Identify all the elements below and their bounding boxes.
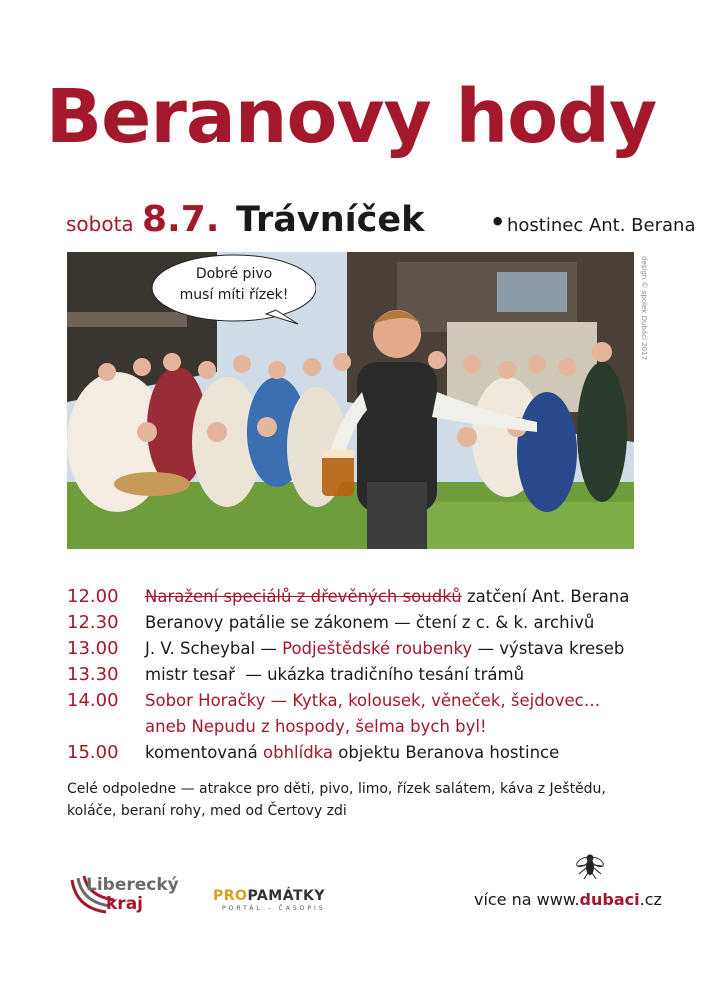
event-day: sobota xyxy=(66,212,134,236)
schedule-activity-part: Beranovy patálie se zákonem — čtení z c. & k. archivů xyxy=(145,613,595,632)
schedule-activity-part: Naražení speciálů z dřevěných soudků xyxy=(145,587,462,606)
schedule-activity-part: Sobor Horačky — Kytka, kolousek, věneček, šejdovec… xyxy=(145,691,601,710)
speech-line-2: musí míti řízek! xyxy=(179,287,289,303)
schedule-row xyxy=(67,662,647,688)
poster-title: Beranovy hody xyxy=(45,74,657,160)
propamatky-subtitle: PORTÁL – ČASOPIS xyxy=(222,905,326,912)
schedule-row xyxy=(67,740,647,766)
schedule-time: 15.00 xyxy=(67,742,119,763)
afternoon-program: Celé odpoledne — atrakce pro děti, pivo, limo, řízek salátem, káva z Ještědu, koláče, beraní rohy, med od Čertovy zdi xyxy=(67,781,606,819)
website-suffix: .cz xyxy=(639,890,662,909)
schedule-activity-part: aneb Nepudu z hospody, šelma bych byl! xyxy=(145,717,487,736)
schedule-row xyxy=(67,714,647,740)
liberecky-kraj-line2: kraj xyxy=(106,894,143,914)
speech-line-1: Dobré pivo xyxy=(195,266,273,282)
design-credit xyxy=(640,256,650,360)
website-link[interactable] xyxy=(474,890,662,909)
event-venue: hostinec Ant. Berana xyxy=(507,215,696,236)
liberecky-kraj-line1: Liberecký xyxy=(86,875,179,895)
propamatky-rest: PAMÁTKY xyxy=(247,888,325,904)
schedule-activity xyxy=(145,688,600,714)
schedule-activity-part: Podještědské roubenky xyxy=(282,639,473,658)
schedule-activity-part: objektu Beranova hostince xyxy=(333,743,560,762)
event-date: 8.7. xyxy=(142,199,220,240)
propamatky-logo xyxy=(213,888,325,904)
schedule-activity-part: komentovaná xyxy=(145,743,263,762)
schedule-row xyxy=(67,584,647,610)
schedule-time: 13.00 xyxy=(67,638,119,659)
schedule-time: 13.30 xyxy=(67,664,119,685)
schedule-activity xyxy=(145,610,594,636)
schedule-activity xyxy=(145,636,624,662)
schedule-activity-part: — výstava kreseb xyxy=(472,639,625,658)
event-place: Trávníček xyxy=(236,200,425,240)
schedule-activity xyxy=(145,714,487,740)
schedule-row xyxy=(67,636,647,662)
separator-dot: • xyxy=(490,208,506,236)
schedule-activity xyxy=(145,584,629,610)
schedule-activity-part: J. V. Scheybal — xyxy=(145,639,283,658)
website-brand: dubaci xyxy=(579,890,640,909)
schedule-time: 14.00 xyxy=(67,690,119,711)
schedule-activity-part: zatčení Ant. Berana xyxy=(461,587,630,606)
schedule-activity-part: mistr tesař — ukázka tradičního tesání trámů xyxy=(145,665,525,684)
schedule-time: 12.30 xyxy=(67,612,119,633)
propamatky-pro: PRO xyxy=(213,888,248,904)
event-subtitle xyxy=(66,190,696,240)
schedule-activity-part: obhlídka xyxy=(263,743,334,762)
speech-bubble-text xyxy=(170,264,298,306)
design-credit-text: design © spolek Dubáci 2017 xyxy=(640,256,648,360)
schedule-time: 12.00 xyxy=(67,586,119,607)
schedule-row xyxy=(67,688,647,714)
fly-icon xyxy=(574,848,606,880)
schedule-activity xyxy=(145,662,524,688)
website-prefix: více na www. xyxy=(474,890,580,909)
schedule-row xyxy=(67,610,647,636)
schedule xyxy=(67,584,647,766)
schedule-activity xyxy=(145,740,559,766)
